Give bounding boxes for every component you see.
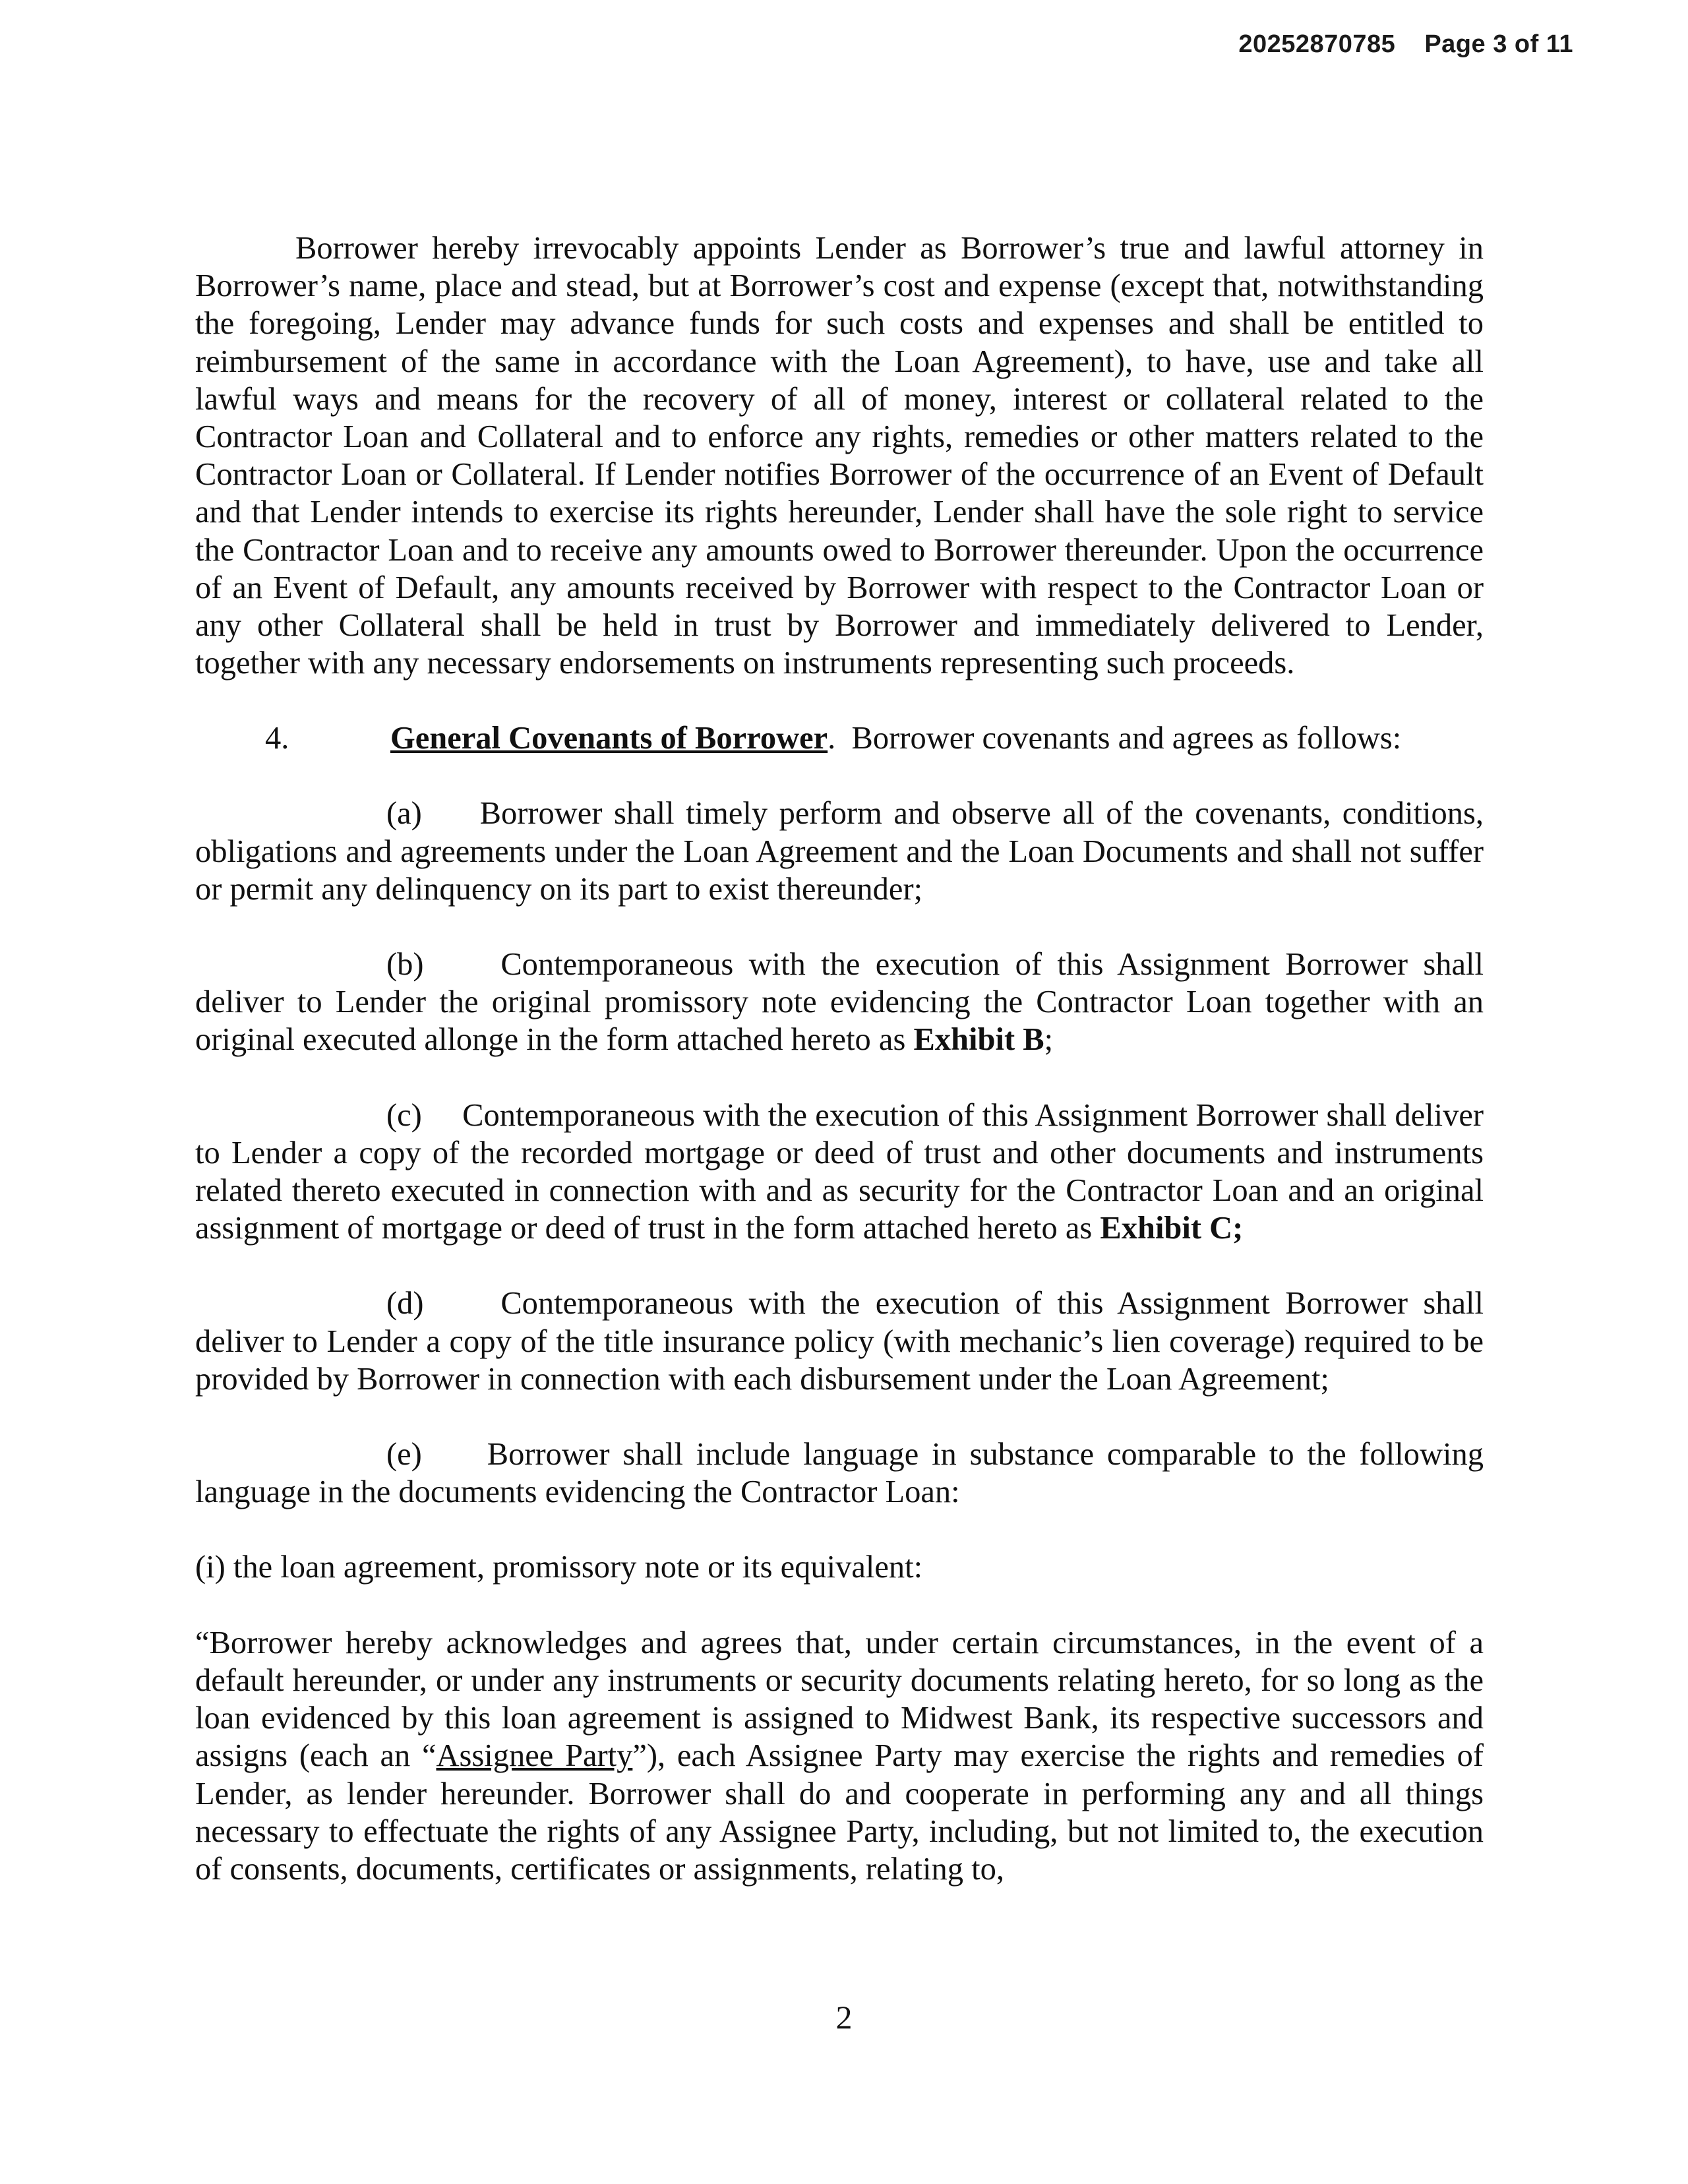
item-label: (e) xyxy=(386,1437,422,1472)
attorney-paragraph: Borrower hereby irrevocably appoints Lender as Borrower’s true and lawful attorney in Borrower’s name, place and stead, but at Borrower’s cost and expense (except that, notwithstanding the foregoing, Lender may advance funds for such costs and expenses and shall be entitled to reimbursement of the same in accordance with the Loan Agreement), to have, use and take all lawful ways and means for the recovery of all of money, interest or collateral related to the Contractor Loan and Collateral and to enforce any rights, remedies or other matters related to the Contractor Loan or Collateral. If Lender notifies Borrower of the occurrence of an Event of Default and that Lender intends to exercise its rights hereunder, Lender shall have the sole right to service the Contractor Loan and to receive any amounts owed to Borrower thereunder. Upon the occurrence of an Event of Default, any amounts received by Borrower with respect to the Contractor Loan or any other Collateral shall be held in trust by Borrower and immediately delivered to Lender, together with any necessary endorsements on instruments representing such proceeds. xyxy=(195,231,1484,681)
section-4-heading xyxy=(195,719,1484,757)
page-number: 2 xyxy=(835,1999,853,2036)
page-indicator: Page 3 of 11 xyxy=(1424,30,1573,58)
section-intro: Borrower covenants and agrees as follows: xyxy=(835,721,1402,756)
item-label: (d) xyxy=(386,1286,424,1321)
covenant-item-e: (e) Borrower shall include language in substance comparable to the following language in the documents evidencing the Contractor Loan: xyxy=(195,1437,1484,1510)
covenant-item-a: (a) Borrower shall timely perform and observe all of the covenants, conditions, obligations and agreements under the Loan Agreement and the Loan Documents and shall not suffer or permit any delinquency on its part to exist thereunder; xyxy=(195,796,1484,907)
item-label: (a) xyxy=(386,796,422,832)
exhibit-b-reference: Exhibit B xyxy=(913,1022,1044,1058)
exhibit-c-reference: Exhibit C; xyxy=(1100,1211,1244,1246)
document-body xyxy=(195,229,1484,1888)
item-label: (c) xyxy=(386,1097,422,1133)
page-header xyxy=(1238,30,1573,59)
section-title-period: . xyxy=(828,721,836,756)
subitem-i: (i) the loan agreement, promissory note or its equivalent: xyxy=(195,1550,923,1585)
covenant-item-b: (b) Contemporaneous with the execution of this Assignment Borrower shall deliver to Lender the original promissory note evidencing the Contractor Loan together with an original executed allonge in the form attached hereto as Exhibit B; xyxy=(195,947,1484,1058)
document-number: 20252870785 xyxy=(1238,30,1396,58)
item-label: (b) xyxy=(386,947,424,983)
section-number: 4. xyxy=(265,721,289,756)
quoted-language: “Borrower hereby acknowledges and agrees that, under certain circumstances, in the event of a default hereunder, or under any instruments or security documents relating hereto, for so long as the loan evidenced by this loan agreement is assigned to Midwest Bank, its respective successors and assigns (each an “Assignee Party”), each Assignee Party may exercise the rights and remedies of Lender, as lender hereunder. Borrower shall do and cooperate in performing any and all things necessary to effectuate the rights of any Assignee Party, including, but not limited to, the execution of consents, documents, certificates or assignments, relating to, xyxy=(195,1625,1484,1887)
section-title: General Covenants of Borrower xyxy=(390,721,828,756)
assignee-party-term: Assignee Party xyxy=(436,1738,633,1774)
covenant-item-d: (d) Contemporaneous with the execution of this Assignment Borrower shall deliver to Lender a copy of the title insurance policy (with mechanic’s lien coverage) required to be provided by Borrower in connection with each disbursement under the Loan Agreement; xyxy=(195,1286,1484,1397)
covenant-item-c: (c) Contemporaneous with the execution of this Assignment Borrower shall deliver to Lender a copy of the recorded mortgage or deed of trust and other documents and instruments related thereto executed in connection with and as security for the Contractor Loan and an original assignment of mortgage or deed of trust in the form attached hereto as Exhibit C; xyxy=(195,1097,1484,1246)
